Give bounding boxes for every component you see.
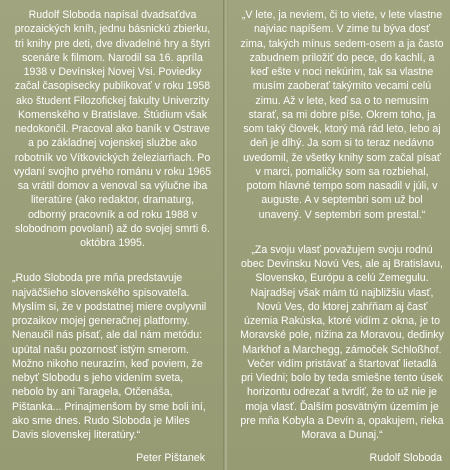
author-signature: Rudolf Sloboda bbox=[369, 452, 442, 464]
author-quote-homeland: „Za svoju vlasť považujem svoju rodnú obec Devínsku Novú Ves, ale aj Bratislavu, Slovensko, Európu a celú Zemegulu. Najradšej však mám tú najbližšiu vlasť, Novú Ves, do ktorej zahŕňam aj časť územia Rakúska, ktoré vidím z okna, je to Moravské pole, nížina za Moravou, dedinky Markhof a Marchegg, zámoček Schloßhof. Večer vidím pristávať a štartovať lietadlá pri Viedni; bolo by teda smiešne tento úsek horizontu odrezať a tvrdiť, že to už nie je moja vlasť. Ďalším posvätným územím je pre mňa Kobyla a Devín a, opakujem, rieka Morava a Dunaj.“ bbox=[240, 243, 444, 441]
left-page bbox=[0, 0, 223, 470]
author-quote-summer: „V lete, ja neviem, či to viete, v lete vlastne najviac napíšem. V zime tu býva dosť zima, takých mínus sedem-osem a ja často zabudnem priložiť do pece, do kachlí, a keď ešte v noci nekúrim, tak sa vlastne musím zaoberať takýmito vecami celú zimu. Až v lete, keď sa o to nemusím starať, sa mi dobre píše. Okrem toho, ja som taký človek, ktorý má rád leto, lebo aj deň je dlhý. Ja som si to teraz nedávno uvedomil, že všetky knihy som začal písať v marci, pomaličky som sa rozbiehal, potom hlavné tempo som nasadil v júli, v auguste. A v septembri som už bol unavený. V septembri som prestal.“ bbox=[240, 9, 444, 221]
right-page bbox=[228, 0, 450, 470]
author-biography: Rudolf Sloboda napísal dvadsaťdva prozaických kníh, jednu básnickú zbierku, tri knihy pre deti, dve divadelné hry a štyri scenáre k filmom. Narodil sa 16. apríla 1938 v Devínskej Novej Vsi. Poviedky začal časopisecky publikovať v roku 1958 ako študent Filozofickej fakulty Univerzity Komenského v Bratislave. Štúdium však nedokončil. Pracoval ako baník v Ostrave a po základnej vojenskej službe ako robotník vo Vítkovických železiarňach. Po vydaní svojho prvého románu v roku 1965 sa vrátil domov a venoval sa výlučne iba literatúre (ako redaktor, dramaturg, odborný pracovník a od roku 1988 v slobodnom povolaní) až do svojej smrti 6. októbra 1995. bbox=[13, 9, 212, 249]
critic-quote: „Rudo Sloboda pre mňa predstavuje najväčšieho slovenského spisovateľa. Myslím si, že v podstatnej miere ovplyvnil prozaikov mojej generačnej platformy. Nenaučil nás písať, ale dal nám metódu: upútal našu pozornosť istým smerom. Možno nikoho neurazím, keď poviem, že nebyť Slobodu s jeho videním sveta, nebolo by ani Taragela, Otčenáša, Pištanka... Prinajmenšom by sme boli iní, ako sme dnes. Rudo Sloboda je Miles Davis slovenskej literatúry.“ bbox=[12, 272, 207, 441]
critic-signature: Peter Pištanek bbox=[136, 452, 205, 464]
